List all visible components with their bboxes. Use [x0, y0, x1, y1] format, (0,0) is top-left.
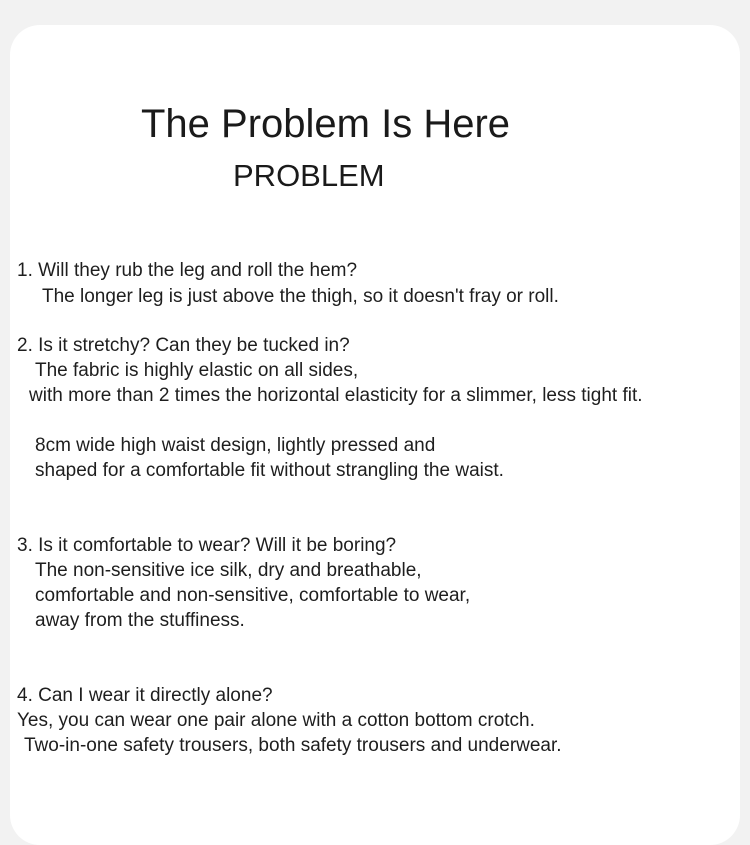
answer-2-line-4: shaped for a comfortable fit without strangling the waist.: [35, 460, 504, 481]
answer-4-line-2: Two-in-one safety trousers, both safety trousers and underwear.: [24, 735, 562, 756]
answer-3-line-1: The non-sensitive ice silk, dry and breathable,: [35, 560, 422, 581]
question-3: 3. Is it comfortable to wear? Will it be boring?: [17, 535, 397, 556]
answer-2-line-3: 8cm wide high waist design, lightly pressed and: [35, 435, 436, 456]
answer-3-line-3: away from the stuffiness.: [35, 610, 245, 631]
answer-3-line-2: comfortable and non-sensitive, comfortable to wear,: [35, 585, 471, 606]
page-title: The Problem Is Here: [141, 102, 511, 146]
question-4: 4. Can I wear it directly alone?: [17, 685, 273, 706]
answer-2-line-2: with more than 2 times the horizontal elasticity for a slimmer, less tight fit.: [29, 385, 643, 406]
answer-4-line-1: Yes, you can wear one pair alone with a cotton bottom crotch.: [17, 710, 535, 731]
answer-2-line-1: The fabric is highly elastic on all sides,: [35, 360, 359, 381]
answer-1-line-1: The longer leg is just above the thigh, so it doesn't fray or roll.: [42, 286, 559, 307]
question-1: 1. Will they rub the leg and roll the hem?: [17, 260, 358, 281]
question-2: 2. Is it stretchy? Can they be tucked in?: [17, 335, 350, 356]
page-subtitle: PROBLEM: [233, 158, 385, 193]
